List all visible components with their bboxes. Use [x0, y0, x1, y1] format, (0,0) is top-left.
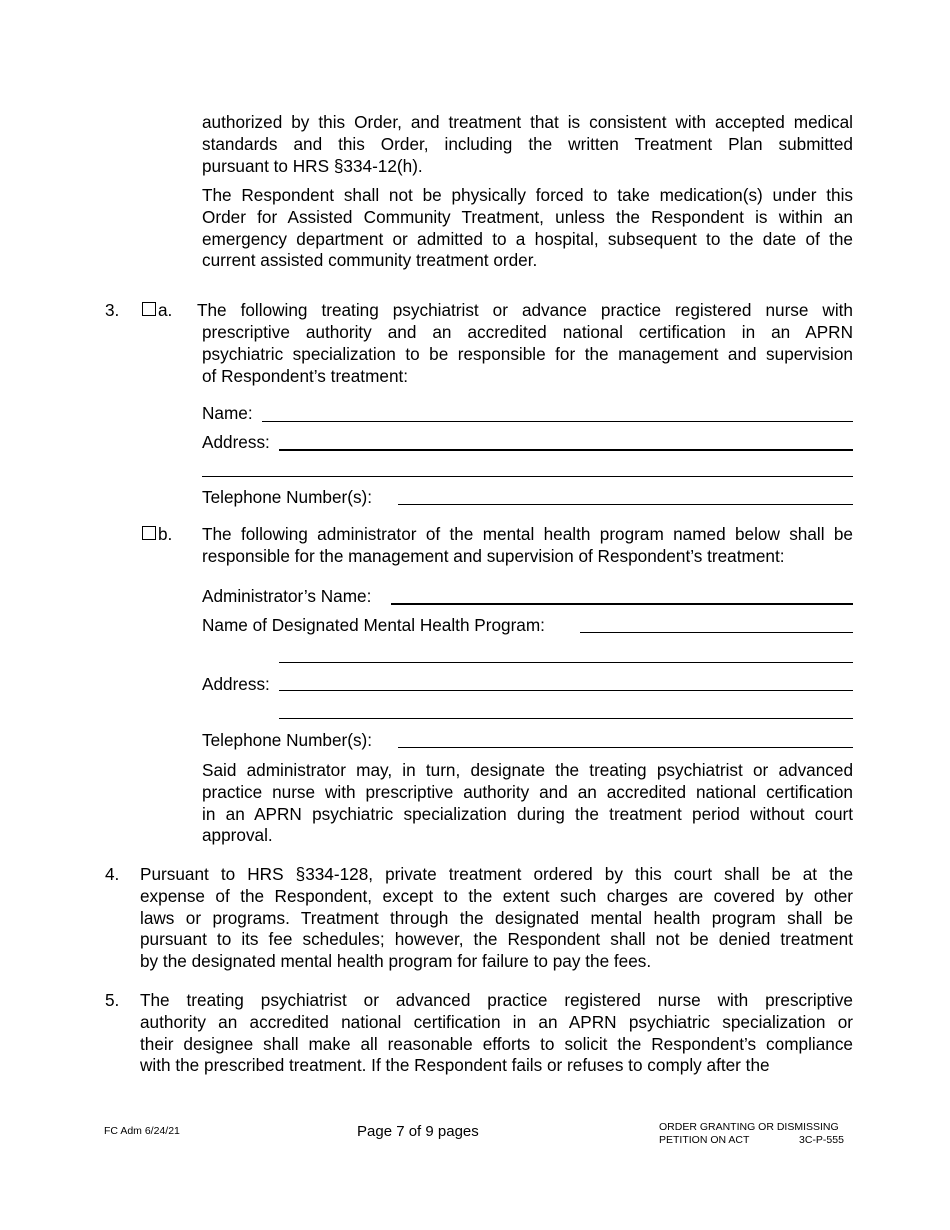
item-3b-letter: b. — [158, 524, 173, 544]
name-input-line[interactable] — [262, 421, 853, 422]
text-line: pursuant to HRS §334-12(h). — [202, 155, 423, 176]
text-line: approval. — [202, 825, 273, 846]
designate-paragraph — [202, 760, 853, 847]
footer-form-id: FC Adm 6/24/21 — [104, 1125, 180, 1137]
text-line: with the prescribed treatment. If the Respondent fails or refuses to comply after the — [140, 1055, 770, 1076]
text-line: in an APRN psychiatric specialization during the treatment period without court — [202, 803, 853, 824]
program-address-label: Address: — [202, 674, 270, 694]
text-line: authority an accredited national certification in an APRN psychiatric specialization or — [140, 1011, 853, 1032]
footer-title-line2: PETITION ON ACT — [659, 1134, 750, 1146]
text-line: practice nurse with prescriptive authority and an accredited national certification — [202, 781, 853, 802]
address-label: Address: — [202, 432, 270, 452]
force-clause-paragraph — [202, 185, 853, 272]
text-line: by the designated mental health program for failure to pay the fees. — [140, 951, 652, 972]
program-telephone-label: Telephone Number(s): — [202, 730, 373, 750]
item-3a-first-line — [197, 300, 853, 322]
administrator-name-input-line[interactable] — [391, 603, 853, 605]
item-4-number: 4. — [105, 864, 120, 884]
text-line: Pursuant to HRS §334-128, private treatment ordered by this court shall be at the — [140, 864, 853, 884]
program-name-label: Name of Designated Mental Health Program: — [202, 615, 545, 635]
item-3b-paragraph — [202, 524, 853, 568]
text-line: pursuant to its fee schedules; however, the Respondent shall not be denied treatment — [140, 929, 853, 950]
text-line: current assisted community treatment order. — [202, 250, 538, 271]
program-address-input-line-2[interactable] — [279, 718, 853, 719]
item-3a-letter: a. — [158, 300, 173, 320]
footer-page-number: Page 7 of 9 pages — [357, 1123, 479, 1140]
item-5-paragraph — [140, 990, 853, 1077]
item-4-paragraph — [140, 864, 853, 973]
program-name-input-line[interactable] — [580, 632, 853, 633]
text-line: standards and this Order, including the written Treatment Plan submitted — [202, 133, 853, 154]
name-label: Name: — [202, 403, 253, 423]
item-5-number: 5. — [105, 990, 120, 1010]
program-name-input-line-2[interactable] — [279, 662, 853, 663]
administrator-name-label: Administrator’s Name: — [202, 586, 372, 606]
item-3-number: 3. — [105, 300, 120, 320]
intro-paragraph — [202, 112, 853, 177]
item-3a-checkbox[interactable] — [142, 302, 156, 316]
text-line: The Respondent shall not be physically forced to take medication(s) under this — [202, 185, 853, 205]
text-line: psychiatric specialization to be responsible for the management and supervision — [202, 343, 853, 364]
footer-form-code: 3C-P-555 — [799, 1134, 844, 1146]
text-line: expense of the Respondent, except to the extent such charges are covered by other — [140, 885, 853, 906]
program-telephone-input-line[interactable] — [398, 747, 853, 748]
item-3a-paragraph — [202, 322, 853, 387]
program-address-input-line[interactable] — [279, 690, 853, 691]
text-line: their designee shall make all reasonable efforts to solicit the Respondent’s compliance — [140, 1033, 853, 1054]
text-line: Order for Assisted Community Treatment, unless the Respondent is within an — [202, 206, 853, 227]
telephone-input-line[interactable] — [398, 504, 853, 505]
text-line: responsible for the management and supervision of Respondent’s treatment: — [202, 545, 785, 566]
text-line: The following administrator of the mental health program named below shall be — [202, 524, 853, 544]
telephone-label: Telephone Number(s): — [202, 487, 373, 507]
address-input-line-2[interactable] — [202, 476, 853, 477]
text-line: The treating psychiatrist or advanced practice registered nurse with prescriptive — [140, 990, 853, 1010]
text-line: of Respondent’s treatment: — [202, 365, 409, 386]
footer-title-line1: ORDER GRANTING OR DISMISSING — [659, 1121, 839, 1133]
text-line: authorized by this Order, and treatment that is consistent with accepted medical — [202, 112, 853, 132]
text-line: emergency department or admitted to a hospital, subsequent to the date of the — [202, 228, 853, 249]
text-line: Said administrator may, in turn, designate the treating psychiatrist or advanced — [202, 760, 853, 780]
text-line: prescriptive authority and an accredited national certification in an APRN — [202, 322, 853, 342]
address-input-line[interactable] — [279, 449, 853, 451]
item-3b-checkbox[interactable] — [142, 526, 156, 540]
text-line: laws or programs. Treatment through the designated mental health program shall be — [140, 907, 853, 928]
text-line: The following treating psychiatrist or advance practice registered nurse with — [197, 300, 853, 320]
